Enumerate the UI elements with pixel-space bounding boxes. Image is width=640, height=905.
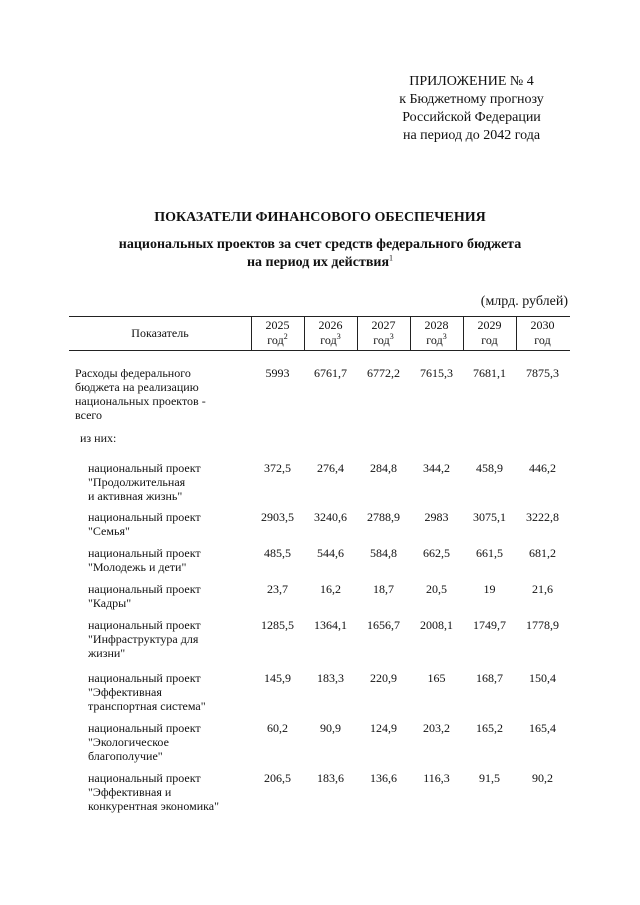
appendix-number: ПРИЛОЖЕНИЕ № 4 <box>409 74 534 89</box>
appendix-line-2: к Бюджетному прогнозу <box>399 92 544 107</box>
table-cell-value: 183,3 <box>317 671 344 685</box>
row-label-line: всего <box>75 408 103 422</box>
row-label-line: Расходы федерального <box>75 366 191 380</box>
table-cell-value: 1749,7 <box>473 618 506 632</box>
of-which-label: из них: <box>80 431 117 445</box>
table-cell-value: 220,9 <box>370 671 397 685</box>
table-cell-value: 3222,8 <box>526 510 559 524</box>
table-cell-value: 5993 <box>265 366 290 380</box>
table-cell-value: 3075,1 <box>473 510 506 524</box>
table-row-label <box>88 546 261 574</box>
table-cell-value: 2983 <box>424 510 449 524</box>
document-title: ПОКАЗАТЕЛИ ФИНАНСОВОГО ОБЕСПЕЧЕНИЯ <box>154 210 486 225</box>
header-indicator: Показатель <box>131 326 189 340</box>
document-subtitle <box>70 236 570 272</box>
table-cell-value: 203,2 <box>423 721 450 735</box>
table-cell-value: 661,5 <box>476 546 503 560</box>
table-cell-value: 372,5 <box>264 461 291 475</box>
table-cell-value: 485,5 <box>264 546 291 560</box>
row-label-line: "Экологическое <box>88 735 169 749</box>
table-cell-value: 2788,9 <box>367 510 400 524</box>
row-label-line: "Эффективная <box>88 685 162 699</box>
table-row-label <box>88 618 261 660</box>
table-cell-value: 124,9 <box>370 721 397 735</box>
header-year-unit: год$^3$ <box>373 332 394 347</box>
table-cell-value: 19 <box>483 582 496 596</box>
header-year-number: 2027 <box>371 318 396 332</box>
row-label-line: национальный проект <box>88 618 201 632</box>
row-label-line: национальных проектов - <box>75 394 206 408</box>
table-cell-value: 1656,7 <box>367 618 400 632</box>
row-label-line: национальный проект <box>88 546 201 560</box>
table-cell-value: 6761,7 <box>314 366 347 380</box>
header-year <box>304 318 357 348</box>
table-cell-value: 18,7 <box>373 582 394 596</box>
header-year-number: 2030 <box>530 318 555 332</box>
table-cell-value: 150,4 <box>529 671 556 685</box>
header-year <box>410 318 463 348</box>
table-cell-value: 584,8 <box>370 546 397 560</box>
header-footnote: 3 <box>336 332 341 341</box>
header-year <box>357 318 410 348</box>
row-label-line: "Продолжительная <box>88 475 186 489</box>
row-label-line: "Молодежь и дети" <box>88 560 187 574</box>
table-cell-value: 206,5 <box>264 771 291 785</box>
row-label-line: "Эффективная и <box>88 785 172 799</box>
table-row-label <box>88 771 261 813</box>
appendix-line-4: на период до 2042 года <box>402 128 541 143</box>
table-cell-value: 1778,9 <box>526 618 559 632</box>
row-label-line: национальный проект <box>88 721 201 735</box>
table-cell-value: 7875,3 <box>526 366 559 380</box>
row-label-line: национальный проект <box>88 771 201 785</box>
units-label: (млрд. рублей) <box>480 294 568 309</box>
table-cell-value: 165 <box>427 671 446 685</box>
row-label-line: национальный проект <box>88 461 201 475</box>
table-cell-value: 1364,1 <box>314 618 347 632</box>
table-top-border <box>69 316 570 317</box>
table-cell-value: 276,4 <box>317 461 344 475</box>
table-cell-value: 1285,5 <box>261 618 294 632</box>
table-cell-value: 90,2 <box>532 771 553 785</box>
row-label-line: национальный проект <box>88 671 201 685</box>
table-cell-value: 7615,3 <box>420 366 453 380</box>
table-cell-value: 2008,1 <box>420 618 453 632</box>
header-year-unit: год$^3$ <box>426 332 447 347</box>
row-label-line: "Инфраструктура для <box>88 632 199 646</box>
table-cell-value: 544,6 <box>317 546 344 560</box>
table-row-label <box>75 366 261 422</box>
table-row-label <box>88 582 261 610</box>
appendix-header <box>360 73 583 145</box>
table-cell-value: 284,8 <box>370 461 397 475</box>
table-row-label <box>88 671 261 713</box>
header-footnote: 3 <box>442 332 447 341</box>
table-cell-value: 662,5 <box>423 546 450 560</box>
header-year <box>516 318 569 348</box>
table-cell-value: 3240,6 <box>314 510 347 524</box>
table-cell-value: 165,2 <box>476 721 503 735</box>
table-cell-value: 168,7 <box>476 671 503 685</box>
header-footnote: 3 <box>389 332 394 341</box>
table-cell-value: 23,7 <box>267 582 288 596</box>
header-year <box>251 318 304 348</box>
table-row-label <box>88 510 261 538</box>
table-cell-value: 21,6 <box>532 582 553 596</box>
row-label-line: транспортная система" <box>88 699 206 713</box>
header-year <box>463 318 516 348</box>
row-label-line: конкурентная экономика" <box>88 799 220 813</box>
row-label-line: жизни" <box>88 646 126 660</box>
table-cell-value: 16,2 <box>320 582 341 596</box>
table-cell-value: 183,6 <box>317 771 344 785</box>
header-year-unit: год <box>481 333 498 347</box>
header-year-unit: год$^2$ <box>267 332 288 347</box>
header-footnote: 2 <box>283 332 288 341</box>
table-cell-value: 20,5 <box>426 582 447 596</box>
table-cell-value: 90,9 <box>320 721 341 735</box>
table-row-label <box>88 721 261 763</box>
table-cell-value: 2903,5 <box>261 510 294 524</box>
table-cell-value: 7681,1 <box>473 366 506 380</box>
table-cell-value: 60,2 <box>267 721 288 735</box>
header-year-unit: год$^3$ <box>320 332 341 347</box>
row-label-line: и активная жизнь" <box>88 489 183 503</box>
table-cell-value: 145,9 <box>264 671 291 685</box>
table-cell-value: 136,6 <box>370 771 397 785</box>
header-year-number: 2028 <box>424 318 449 332</box>
table-cell-value: 446,2 <box>529 461 556 475</box>
row-label-line: благополучие" <box>88 749 163 763</box>
table-cell-value: 165,4 <box>529 721 556 735</box>
table-cell-value: 344,2 <box>423 461 450 475</box>
header-year-number: 2026 <box>318 318 343 332</box>
header-year-unit: год <box>534 333 551 347</box>
table-row-label <box>88 461 261 503</box>
footnote-mark: 1 <box>389 253 394 263</box>
header-year-number: 2029 <box>477 318 502 332</box>
appendix-line-3: Российской Федерации <box>402 110 541 125</box>
table-cell-value: 91,5 <box>479 771 500 785</box>
table-cell-value: 681,2 <box>529 546 556 560</box>
row-label-line: "Кадры" <box>88 596 132 610</box>
row-label-line: национальный проект <box>88 510 201 524</box>
table-cell-value: 116,3 <box>423 771 450 785</box>
subtitle-line-1: национальных проектов за счет средств федерального бюджета <box>118 237 522 252</box>
table-cell-value: 6772,2 <box>367 366 400 380</box>
table-cell-value: 458,9 <box>476 461 503 475</box>
row-label-line: национальный проект <box>88 582 201 596</box>
row-label-line: бюджета на реализацию <box>75 380 199 394</box>
header-year-number: 2025 <box>265 318 290 332</box>
subtitle-line-2: на период их действия$^1$ <box>246 253 394 270</box>
row-label-line: "Семья" <box>88 524 130 538</box>
